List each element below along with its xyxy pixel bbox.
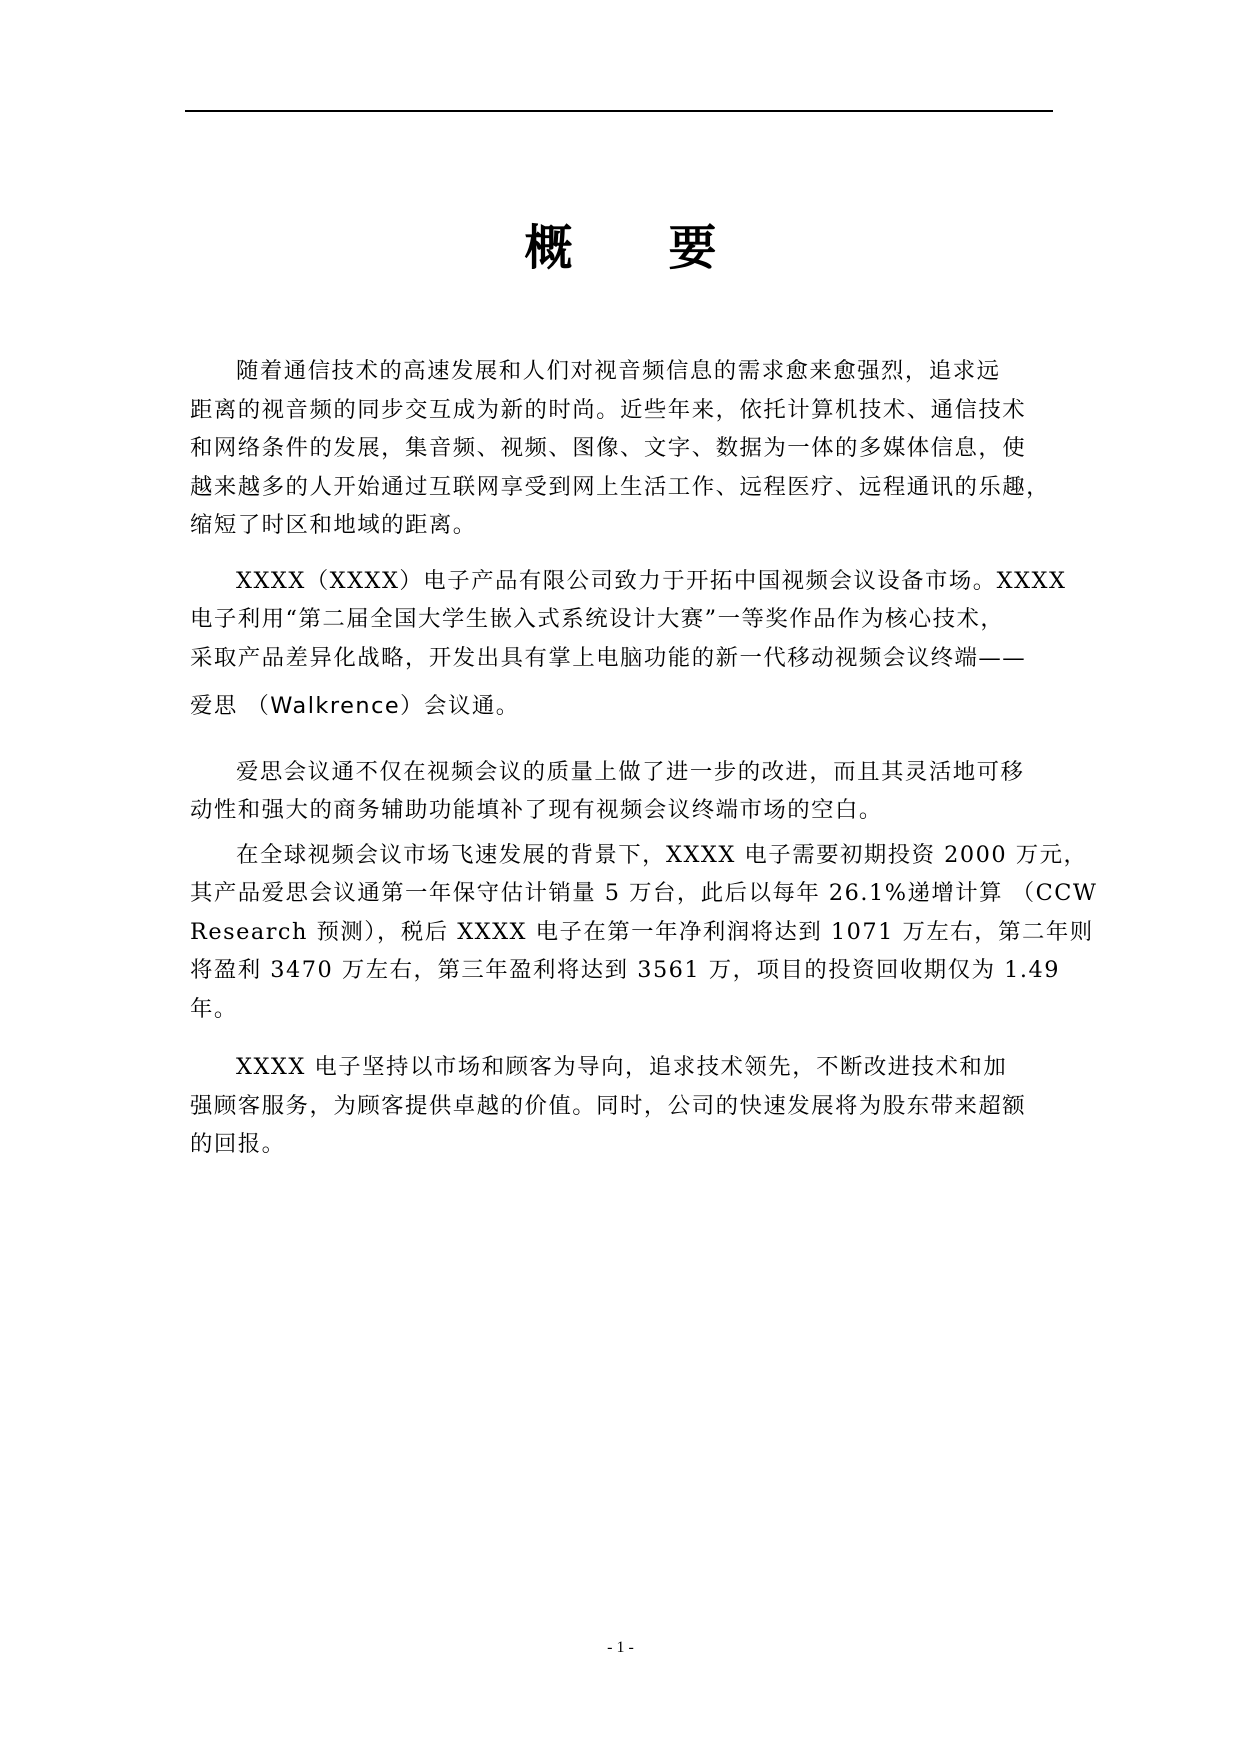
text-line: 缩短了时区和地域的距离。: [190, 512, 477, 538]
paragraph-company: [190, 562, 1067, 726]
text-line: 年。: [190, 995, 238, 1022]
text-line: 采取产品差异化战略，开发出具有掌上电脑功能的新一代移动视频会议终端——: [190, 644, 1027, 671]
text-line: 距离的视音频的同步交互成为新的时尚。近些年来，依托计算机技术、通信技术: [190, 396, 1027, 423]
text-line: 电子利用“第二届全国大学生嵌入式系统设计大赛”一等奖作品作为核心技术，: [190, 606, 1005, 632]
document-body: [190, 352, 1098, 1164]
text-line: 动性和强大的商务辅助功能填补了现有视频会议终端市场的空白。: [190, 797, 883, 823]
text-line: 和网络条件的发展，集音频、视频、图像、文字、数据为一体的多媒体信息，使: [190, 435, 1027, 461]
paragraph-intro: [190, 352, 1050, 545]
page-title: 概 要: [524, 220, 717, 276]
paragraph-financials: [190, 836, 1098, 1029]
paragraph-strategy: [190, 1048, 1050, 1164]
paragraph-product: [190, 753, 1050, 830]
text-line: 强顾客服务，为顾客提供卓越的价值。同时，公司的快速发展将为股东带来超额: [190, 1092, 1027, 1119]
text-line: 在全球视频会议市场飞速发展的背景下，XXXX 电子需要初期投资 2000 万元，: [236, 841, 1088, 868]
text-line: 其产品爱思会议通第一年保守估计销量 5 万台，此后以每年 26.1%递增计算 （CCW: [190, 880, 1098, 906]
text-line: 越来越多的人开始通过互联网享受到网上生活工作、远程医疗、远程通讯的乐趣，: [190, 473, 1051, 500]
text-line: 爱思会议通不仅在视频会议的质量上做了进一步的改进，而且其灵活地可移: [236, 758, 1025, 785]
page-number: - 1 -: [607, 1639, 634, 1656]
text-line: XXXX 电子坚持以市场和顾客为导向，追求技术领先，不断改进技术和加: [236, 1054, 1008, 1080]
text-line: 随着通信技术的高速发展和人们对视音频信息的需求愈来愈强烈，追求远: [236, 358, 1001, 384]
text-line: Research 预测），税后 XXXX 电子在第一年净利润将达到 1071 万左右，第二年则: [190, 918, 1094, 945]
text-line: 的回报。: [190, 1131, 286, 1157]
text-line: 将盈利 3470 万左右，第三年盈利将达到 3561 万，项目的投资回收期仅为 1.49: [190, 957, 1060, 983]
text-line: 爱思 （Walkrence）会议通。: [190, 693, 520, 719]
header-rule: [185, 110, 1053, 112]
text-line: XXXX（XXXX）电子产品有限公司致力于开拓中国视频会议设备市场。XXXX: [236, 567, 1067, 594]
